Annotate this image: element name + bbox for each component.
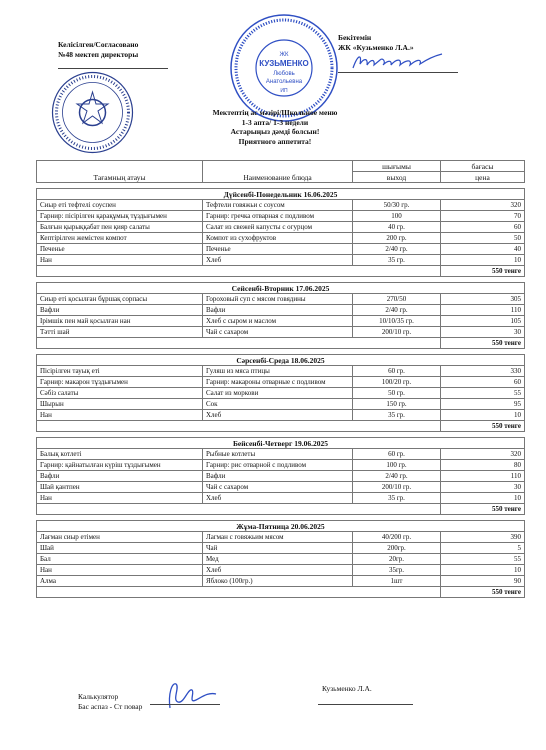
dish-name-ru: Гарнир: макароны отварные с подливом xyxy=(203,377,353,388)
dish-output: 270/50 xyxy=(353,294,441,305)
dish-name-kz: Гарнир: макарон тұздығымен xyxy=(37,377,203,388)
day-title: Бейсенбі-Четверг 19.06.2025 xyxy=(37,438,525,449)
approver-signature-icon xyxy=(350,50,445,72)
table-row xyxy=(37,493,525,504)
title-line-4: Приятного аппетита! xyxy=(238,136,312,146)
dish-output: 2/40 гр. xyxy=(353,471,441,482)
dish-name-ru: Салат из свежей капусты с огурцом xyxy=(203,222,353,233)
table-row xyxy=(37,449,525,460)
dish-price: 30 xyxy=(441,327,525,338)
dish-name-kz: Шай қантпен xyxy=(37,482,203,493)
dish-name-kz: Нан xyxy=(37,493,203,504)
dish-output: 2/40 гр. xyxy=(353,305,441,316)
column-header-ru: Наименование блюда xyxy=(203,161,353,183)
dish-name-ru: Печенье xyxy=(203,244,353,255)
table-row xyxy=(37,543,525,554)
table-row xyxy=(37,377,525,388)
table-row xyxy=(37,366,525,377)
dish-output: 2/40 гр. xyxy=(353,244,441,255)
table-row xyxy=(37,211,525,222)
day-total-price: 550 тенге xyxy=(441,338,525,349)
table-row xyxy=(37,233,525,244)
dish-name-kz: Алма xyxy=(37,576,203,587)
table-row xyxy=(37,482,525,493)
day-header-row xyxy=(37,189,525,200)
dish-name-kz: Гарнир: қайнатылған күріш тұздығымен xyxy=(37,460,203,471)
dish-output: 20гр. xyxy=(353,554,441,565)
right-signature-line xyxy=(318,704,413,705)
dish-output: 35 гр. xyxy=(353,493,441,504)
table-row xyxy=(37,532,525,543)
day-total-row xyxy=(37,338,525,349)
total-spacer xyxy=(37,266,441,277)
dish-name-kz: Гарнир: пісірілген қарақұмық тұздығымен xyxy=(37,211,203,222)
dish-name-kz: Печенье xyxy=(37,244,203,255)
day-title: Дүйсенбі-Понедельник 16.06.2025 xyxy=(37,189,525,200)
menu-title xyxy=(150,108,400,146)
total-spacer xyxy=(37,587,441,598)
dish-name-ru: Гарнир: рис отварной с подливом xyxy=(203,460,353,471)
dish-name-ru: Сок xyxy=(203,399,353,410)
table-row xyxy=(37,460,525,471)
chef-signature-line xyxy=(150,704,220,705)
director-signature-line xyxy=(58,68,168,69)
dish-name-kz: Нан xyxy=(37,410,203,421)
dish-name-kz: Балық котлеті xyxy=(37,449,203,460)
dish-output: 50/30 гр. xyxy=(353,200,441,211)
table-row xyxy=(37,399,525,410)
dish-name-kz: Ірімшік пен май қосылған нан xyxy=(37,316,203,327)
dish-name-kz: Сиыр еті тефтелі соуспен xyxy=(37,200,203,211)
dish-price: 55 xyxy=(441,388,525,399)
dish-name-ru: Тефтели говяжьи с соусом xyxy=(203,200,353,211)
dish-name-ru: Хлеб xyxy=(203,493,353,504)
dish-price: 40 xyxy=(441,244,525,255)
dish-name-kz: Шай xyxy=(37,543,203,554)
table-row xyxy=(37,316,525,327)
approver-name: ЖК «Кузьменко Л.А.» xyxy=(338,43,414,52)
dish-price: 390 xyxy=(441,532,525,543)
dish-name-ru: Чай с сахаром xyxy=(203,482,353,493)
dish-output: 10/10/35 гр. xyxy=(353,316,441,327)
day-total-price: 550 тенге xyxy=(441,421,525,432)
dish-name-kz: Вафли xyxy=(37,471,203,482)
dish-name-ru: Чай с сахаром xyxy=(203,327,353,338)
calculator-label: Калькулятор xyxy=(78,692,119,701)
dish-price: 110 xyxy=(441,305,525,316)
dish-price: 55 xyxy=(441,554,525,565)
dish-name-kz: Пісірілген тауық еті xyxy=(37,366,203,377)
column-header-kz: Тағамның атауы xyxy=(37,161,203,183)
dish-price: 305 xyxy=(441,294,525,305)
day-total-row xyxy=(37,421,525,432)
dish-name-kz: Сәбіз салаты xyxy=(37,388,203,399)
dish-name-kz: Сиыр еті қосылған бұршақ сорпасы xyxy=(37,294,203,305)
dish-price: 60 xyxy=(441,377,525,388)
svg-text:ИП: ИП xyxy=(280,88,288,94)
dish-name-kz: Балғын қырыққабат пен қияр салаты xyxy=(37,222,203,233)
dish-name-ru: Мед xyxy=(203,554,353,565)
table-row xyxy=(37,294,525,305)
dish-output: 100 xyxy=(353,211,441,222)
dish-name-ru: Вафли xyxy=(203,471,353,482)
total-spacer xyxy=(37,504,441,515)
day-header-row xyxy=(37,438,525,449)
table-row xyxy=(37,200,525,211)
dish-name-kz: Тәтті шай xyxy=(37,327,203,338)
dish-output: 100 гр. xyxy=(353,460,441,471)
footer-right-name: Кузьменко Л.А. xyxy=(322,684,372,693)
day-total-price: 550 тенге xyxy=(441,266,525,277)
dish-name-ru: Хлеб xyxy=(203,565,353,576)
table-row xyxy=(37,244,525,255)
dish-output: 100/20 гр. xyxy=(353,377,441,388)
dish-price: 10 xyxy=(441,410,525,421)
table-row xyxy=(37,565,525,576)
dish-price: 320 xyxy=(441,449,525,460)
dish-price: 70 xyxy=(441,211,525,222)
dish-name-ru: Вафли xyxy=(203,305,353,316)
dish-name-ru: Гуляш из мяса птицы xyxy=(203,366,353,377)
svg-text:Анатольевна: Анатольевна xyxy=(265,79,303,85)
dish-output: 200 гр. xyxy=(353,233,441,244)
title-line-2: 1-3 апта/ 1-3 недели xyxy=(241,117,309,127)
dish-name-ru: Гарнир: гречка отварная с подливом xyxy=(203,211,353,222)
approval-label: Келісілген/Согласовано xyxy=(58,40,139,49)
dish-price: 105 xyxy=(441,316,525,327)
dish-output: 200/10 гр. xyxy=(353,327,441,338)
dish-output: 35 гр. xyxy=(353,255,441,266)
dish-output: 1шт xyxy=(353,576,441,587)
state-emblem-icon xyxy=(50,70,135,155)
dish-name-ru: Рыбные котлеты xyxy=(203,449,353,460)
dish-price: 10 xyxy=(441,565,525,576)
dish-output: 200/10 гр. xyxy=(353,482,441,493)
dish-price: 330 xyxy=(441,366,525,377)
dish-output: 40 гр. xyxy=(353,222,441,233)
dish-name-kz: Нан xyxy=(37,565,203,576)
dish-name-ru: Гороховый суп с мясом говядины xyxy=(203,294,353,305)
svg-text:КУЗЬМЕНКО: КУЗЬМЕНКО xyxy=(259,59,309,68)
title-line-3: Астарыңыз дәмді болсын! xyxy=(230,127,320,136)
dish-output: 150 гр. xyxy=(353,399,441,410)
dish-output: 35гр. xyxy=(353,565,441,576)
day-header-row xyxy=(37,283,525,294)
dish-name-ru: Салат из моркови xyxy=(203,388,353,399)
day-title: Сәрсенбі-Среда 18.06.2025 xyxy=(37,355,525,366)
table-header-row-1 xyxy=(37,161,525,172)
dish-name-ru: Хлеб с сыром и маслом xyxy=(203,316,353,327)
dish-output: 200гр. xyxy=(353,543,441,554)
dish-price: 10 xyxy=(441,255,525,266)
column-header-price-ru: цена xyxy=(441,172,525,183)
approval-block xyxy=(58,40,138,60)
day-total-row xyxy=(37,504,525,515)
dish-name-kz: Бал xyxy=(37,554,203,565)
dish-name-ru: Чай xyxy=(203,543,353,554)
dish-output: 35 гр. xyxy=(353,410,441,421)
table-row xyxy=(37,305,525,316)
day-total-row xyxy=(37,587,525,598)
dish-price: 95 xyxy=(441,399,525,410)
dish-output: 40/200 гр. xyxy=(353,532,441,543)
dish-price: 80 xyxy=(441,460,525,471)
day-title: Сейсенбі-Вторник 17.06.2025 xyxy=(37,283,525,294)
dish-name-ru: Лагман с говяжьим мясом xyxy=(203,532,353,543)
table-row xyxy=(37,471,525,482)
approver-signature-line xyxy=(338,72,458,73)
dish-output: 60 гр. xyxy=(353,366,441,377)
day-header-row xyxy=(37,521,525,532)
total-spacer xyxy=(37,338,441,349)
dish-name-ru: Хлеб xyxy=(203,255,353,266)
dish-price: 60 xyxy=(441,222,525,233)
dish-price: 5 xyxy=(441,543,525,554)
dish-name-ru: Яблоко (100гр.) xyxy=(203,576,353,587)
dish-price: 320 xyxy=(441,200,525,211)
table-row xyxy=(37,554,525,565)
table-row xyxy=(37,327,525,338)
day-title: Жұма-Пятница 20.06.2025 xyxy=(37,521,525,532)
dish-output: 60 гр. xyxy=(353,449,441,460)
dish-price: 30 xyxy=(441,482,525,493)
footer-left xyxy=(78,692,142,712)
dish-price: 110 xyxy=(441,471,525,482)
dish-output: 50 гр. xyxy=(353,388,441,399)
dish-name-kz: Вафли xyxy=(37,305,203,316)
dish-name-kz: Лағман сиыр етімен xyxy=(37,532,203,543)
table-row xyxy=(37,255,525,266)
dish-name-ru: Компот из сухофруктов xyxy=(203,233,353,244)
title-line-1: Мектептің ас мәзірі/Школьное меню xyxy=(212,108,338,117)
dish-price: 90 xyxy=(441,576,525,587)
table-row xyxy=(37,576,525,587)
table-row xyxy=(37,388,525,399)
dish-name-kz: Кептірілген жемістен компот xyxy=(37,233,203,244)
dish-name-ru: Хлеб xyxy=(203,410,353,421)
svg-text:Любовь: Любовь xyxy=(273,71,295,77)
svg-text:ЖК: ЖК xyxy=(279,52,289,58)
column-header-output-ru: выход xyxy=(353,172,441,183)
column-header-output-kz: шығымы xyxy=(353,161,441,172)
menu-table xyxy=(36,160,525,598)
chef-label: Бас аспаз - Ст повар xyxy=(78,702,143,711)
column-header-price-kz: бағасы xyxy=(441,161,525,172)
dish-name-kz: Шырын xyxy=(37,399,203,410)
chef-signature-icon xyxy=(158,674,218,714)
approve-label: Бекітемін xyxy=(338,33,372,42)
table-row xyxy=(37,222,525,233)
table-row xyxy=(37,410,525,421)
day-total-price: 550 тенге xyxy=(441,587,525,598)
day-header-row xyxy=(37,355,525,366)
day-total-row xyxy=(37,266,525,277)
day-total-price: 550 тенге xyxy=(441,504,525,515)
total-spacer xyxy=(37,421,441,432)
director-label: №48 мектеп директоры xyxy=(58,50,139,59)
dish-name-kz: Нан xyxy=(37,255,203,266)
dish-price: 10 xyxy=(441,493,525,504)
dish-price: 50 xyxy=(441,233,525,244)
